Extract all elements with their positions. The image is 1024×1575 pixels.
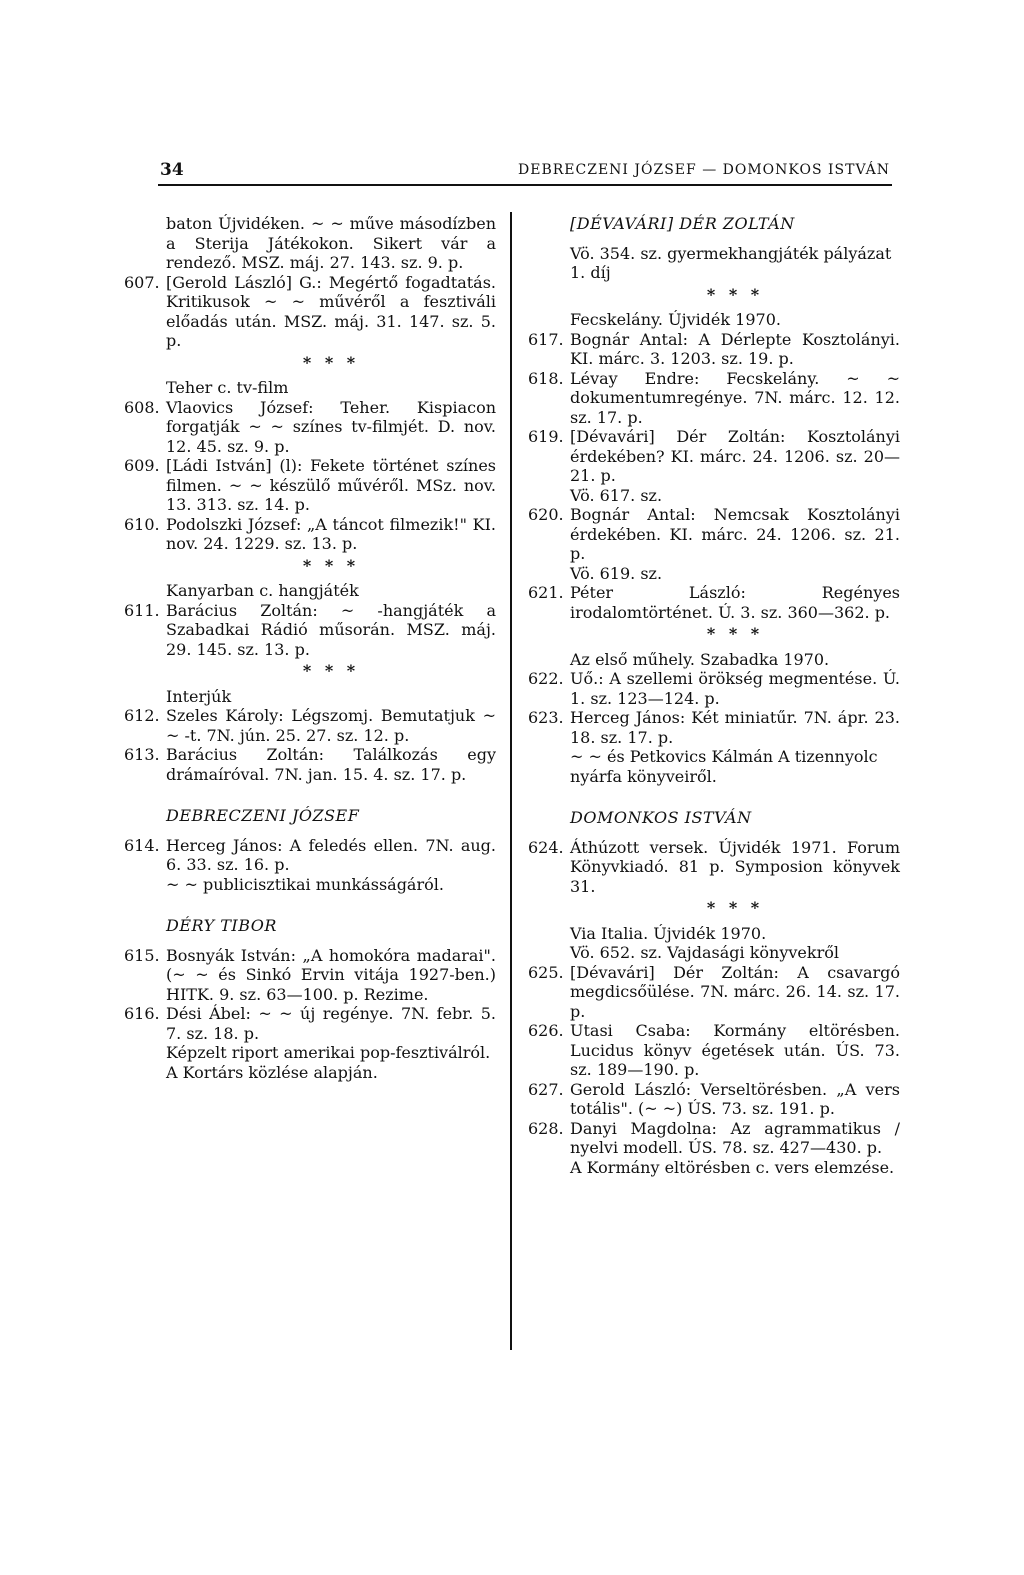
- entry-number: 607.: [124, 272, 160, 292]
- entry-text: [Gerold László] G.: Megértő fogadtatás. Kritikusok ~ ~ művéről a fesztiváli előadás után. MSZ. máj. 31. 147. sz. 5. p.: [166, 272, 496, 350]
- entry-618: [528, 368, 900, 428]
- running-head: DEBRECZENI JÓZSEF — DOMONKOS ISTVÁN: [518, 162, 890, 178]
- entry-text: [Dévavári] Dér Zoltán: A csavargó megdicsőülése. 7N. márc. 26. 14. sz. 17. p.: [570, 962, 900, 1021]
- work-title: Via Italia. Újvidék 1970.: [570, 923, 767, 943]
- entry-number: 615.: [124, 945, 160, 965]
- work-title: Fecskelány. Újvidék 1970.: [570, 310, 781, 329]
- entry-620: [528, 505, 900, 564]
- entry-text: Podolszki József: „A táncot filmezik!" KI. nov. 24. 1229. sz. 13. p.: [166, 514, 496, 553]
- column-divider: [510, 212, 512, 1350]
- entry-text: Bosnyák István: „A homokóra madarai". (~ ~ és Sinkó Ervin vitája 1927-ben.) HITK. 9. sz. 63—100. p. Rezime.: [166, 945, 496, 1004]
- entry-text: Áthúzott versek. Újvidék 1971. Forum Könyvkiadó. 81 p. Symposion könyvek 31.: [570, 837, 900, 896]
- entry-608: [124, 397, 496, 457]
- entry-614: [124, 835, 496, 875]
- author-heading: DÉRY TIBOR: [166, 916, 277, 935]
- entry-text: Herceg János: Két miniatűr. 7N. ápr. 23. 18. sz. 17. p.: [570, 708, 900, 747]
- section-separator: * * *: [302, 352, 360, 372]
- entry-number: 613.: [124, 745, 160, 764]
- section-separator: * * *: [302, 661, 360, 680]
- entry-number: 628.: [528, 1118, 564, 1138]
- author-heading: [DÉVAVÁRI] DÉR ZOLTÁN: [570, 214, 795, 233]
- entry-621: [528, 583, 900, 622]
- work-title: Kanyarban c. hangjáték: [166, 581, 359, 600]
- page-header: [160, 160, 890, 182]
- entry-number: 623.: [528, 708, 564, 727]
- work-title: Interjúk: [166, 686, 232, 706]
- entry-text: Utasi Csaba: Kormány eltörésben. Lucidus könyv égetések után. ÚS. 73. sz. 189—190. p.: [570, 1021, 900, 1079]
- work-title: Az első műhely. Szabadka 1970.: [570, 649, 830, 669]
- entry-note: A Kormány eltörésben c. vers elemzése.: [570, 1157, 895, 1177]
- entry-625: [528, 962, 900, 1022]
- header-rule: [158, 184, 892, 186]
- section-separator: * * *: [302, 555, 360, 575]
- entry-note: ~ ~ publicisztikai munkásságáról.: [166, 874, 444, 894]
- entry-623: [528, 708, 900, 747]
- entry-number: 609.: [124, 456, 160, 475]
- entry-text: Bognár Antal: A Dérlepte Kosztolányi. KI. márc. 3. 1203. sz. 19. p.: [570, 329, 900, 368]
- entry-number: 621.: [528, 583, 564, 602]
- author-heading: DEBRECZENI JÓZSEF: [166, 806, 360, 825]
- entry-615: [124, 945, 496, 1005]
- entry-613: [124, 745, 496, 784]
- entry-number: 617.: [528, 329, 564, 349]
- entry-number: 612.: [124, 706, 160, 725]
- entry-note: ~ ~ és Petkovics Kálmán A tizennyolc nyárfa könyveiről.: [570, 747, 878, 786]
- section-separator: * * *: [706, 284, 764, 304]
- work-title: Teher c. tv-film: [166, 378, 289, 397]
- page-number: 34: [160, 160, 184, 180]
- entry-text: Gerold László: Verseltörésben. „A vers totális". (~ ~) ÚS. 73. sz. 191. p.: [570, 1079, 900, 1118]
- entry-number: 614.: [124, 835, 160, 855]
- entry-622: [528, 669, 900, 708]
- entry-number: 610.: [124, 514, 160, 534]
- entry-627: [528, 1079, 900, 1119]
- section-separator: * * *: [706, 624, 764, 643]
- entry-text: Vlaovics József: Teher. Kispiacon forgatják ~ ~ színes tv-filmjét. D. nov. 12. 45. sz. 9. p.: [166, 397, 496, 456]
- entry-text: Danyi Magdolna: Az agrammatikus / nyelvi modell. ÚS. 78. sz. 427—430. p.: [570, 1118, 900, 1157]
- entry-number: 620.: [528, 505, 564, 524]
- entry-continuation: baton Újvidéken. ~ ~ műve másodízben a Sterija Játékokon. Sikert vár a rendező. MSZ. máj. 27. 143. sz. 9. p.: [166, 214, 496, 272]
- left-column: [124, 214, 496, 1082]
- entry-text: Szeles Károly: Légszomj. Bemutatjuk ~ ~ -t. 7N. jún. 25. 27. sz. 12. p.: [166, 706, 496, 745]
- entry-611: [124, 600, 496, 660]
- author-heading: DOMONKOS ISTVÁN: [570, 808, 752, 827]
- entry-note: Képzelt riport amerikai pop-fesztiválról. A Kortárs közlése alapján.: [166, 1043, 491, 1082]
- entry-617: [528, 329, 900, 369]
- cross-reference: Vö. 652. sz. Vajdasági könyvekről: [570, 943, 839, 962]
- entry-number: 627.: [528, 1079, 564, 1099]
- entry-text: Barácius Zoltán: ~ -hangjáték a Szabadkai Rádió műsorán. MSZ. máj. 29. 145. sz. 13. p.: [166, 600, 496, 659]
- entry-number: 608.: [124, 397, 160, 417]
- cross-reference: Vö. 354. sz. gyermekhangjáték pályázat 1. díj: [570, 243, 892, 282]
- cross-reference: Vö. 617. sz.: [570, 485, 663, 505]
- entry-612: [124, 706, 496, 745]
- entry-607: [124, 272, 496, 351]
- right-column: [528, 214, 900, 1177]
- entry-text: [Ládi István] (l): Fekete történet színes filmen. ~ ~ készülő művéről. MSz. nov. 13. 313. sz. 14. p.: [166, 456, 496, 514]
- entry-624: [528, 837, 900, 897]
- entry-text: Barácius Zoltán: Találkozás egy drámaíróval. 7N. jan. 15. 4. sz. 17. p.: [166, 745, 496, 784]
- entry-number: 618.: [528, 368, 564, 388]
- cross-reference: Vö. 619. sz.: [570, 563, 663, 583]
- entry-number: 619.: [528, 427, 564, 446]
- entry-616: [124, 1004, 496, 1043]
- section-separator: * * *: [706, 898, 764, 917]
- entry-number: 622.: [528, 669, 564, 688]
- entry-text: Herceg János: A feledés ellen. 7N. aug. 6. 33. sz. 16. p.: [166, 835, 496, 874]
- entry-number: 611.: [124, 600, 160, 620]
- entry-628: [528, 1118, 900, 1158]
- entry-text: Bognár Antal: Nemcsak Kosztolányi érdekében. KI. márc. 24. 1206. sz. 21. p.: [570, 505, 900, 563]
- entry-number: 624.: [528, 837, 564, 857]
- entry-number: 625.: [528, 962, 564, 982]
- entry-610: [124, 514, 496, 554]
- entry-number: 616.: [124, 1004, 160, 1023]
- entry-609: [124, 456, 496, 515]
- entry-text: [Dévavári] Dér Zoltán: Kosztolányi érdekében? KI. márc. 24. 1206. sz. 20—21. p.: [570, 427, 900, 485]
- entry-619: [528, 427, 900, 486]
- entry-text: Péter László: Regényes irodalomtörténet. Ú. 3. sz. 360—362. p.: [570, 583, 900, 622]
- entry-text: Lévay Endre: Fecskelány. ~ ~ dokumentumregénye. 7N. márc. 12. 12. sz. 17. p.: [570, 368, 900, 427]
- entry-text: Uő.: A szellemi örökség megmentése. Ú. 1. sz. 123—124. p.: [570, 669, 900, 708]
- entry-number: 626.: [528, 1021, 564, 1040]
- entry-626: [528, 1021, 900, 1080]
- entry-text: Dési Ábel: ~ ~ új regénye. 7N. febr. 5. 7. sz. 18. p.: [166, 1004, 496, 1043]
